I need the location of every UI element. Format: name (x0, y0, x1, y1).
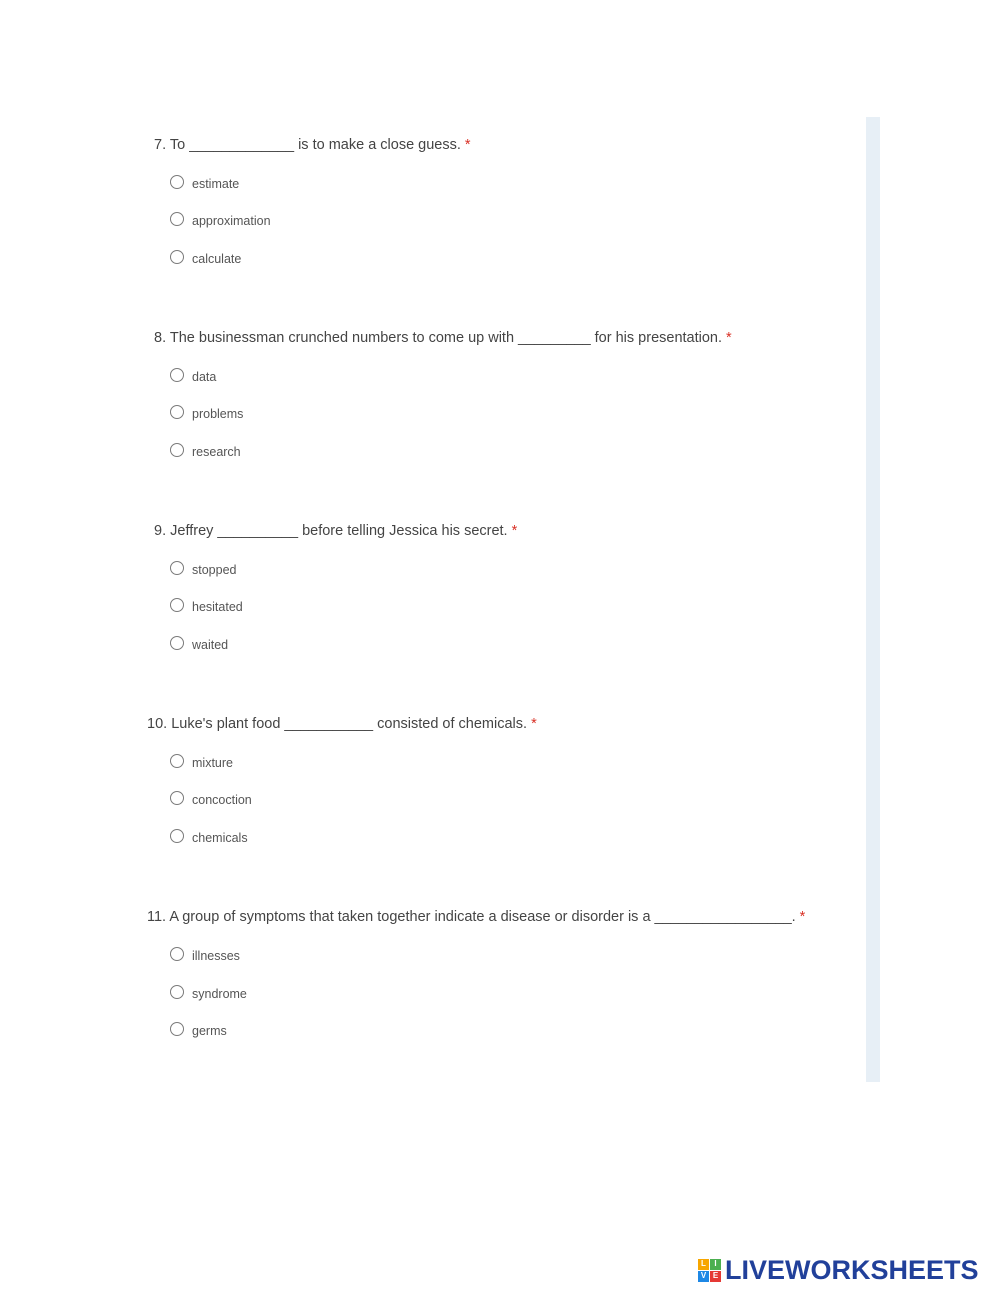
radio-button-icon[interactable] (170, 947, 184, 961)
option-hesitated[interactable] (170, 595, 243, 615)
required-asterisk: * (799, 909, 806, 925)
option-calculate[interactable] (170, 247, 241, 267)
radio-button-icon[interactable] (170, 985, 184, 999)
question-11 (147, 908, 805, 926)
liveworksheets-logo (698, 1255, 979, 1285)
question-number: 8. (154, 330, 167, 346)
question-7-text (154, 136, 471, 154)
radio-button-icon[interactable] (170, 212, 184, 226)
radio-button-icon[interactable] (170, 1022, 184, 1036)
option-label: waited (192, 638, 229, 652)
question-number: 11. (147, 909, 167, 925)
question-10-text (147, 715, 537, 733)
option-label: hesitated (192, 600, 243, 614)
logo-letter: L (698, 1259, 709, 1270)
radio-button-icon[interactable] (170, 443, 184, 457)
option-label: stopped (192, 563, 237, 577)
required-asterisk: * (531, 716, 537, 732)
option-research[interactable] (170, 440, 241, 460)
option-concoction[interactable] (170, 788, 252, 808)
logo-letter: I (710, 1259, 721, 1270)
option-stopped[interactable] (170, 558, 236, 578)
radio-button-icon[interactable] (170, 368, 184, 382)
option-label: calculate (192, 252, 242, 266)
option-label: research (192, 445, 241, 459)
radio-button-icon[interactable] (170, 754, 184, 768)
option-problems[interactable] (170, 402, 243, 422)
required-asterisk: * (511, 523, 518, 539)
option-estimate[interactable] (170, 172, 239, 192)
question-10 (147, 715, 537, 733)
option-label: problems (192, 407, 244, 421)
option-chemicals[interactable] (170, 826, 248, 846)
option-label: germs (192, 1024, 227, 1038)
option-label: syndrome (192, 987, 247, 1001)
question-prompt: To _____________ is to make a close guess. (169, 137, 461, 153)
radio-button-icon[interactable] (170, 791, 184, 805)
option-germs[interactable] (170, 1019, 227, 1039)
radio-button-icon[interactable] (170, 250, 184, 264)
question-9 (154, 522, 517, 540)
question-number: 10. (147, 716, 168, 732)
question-number: 7. (154, 137, 167, 153)
logo-letter: V (698, 1271, 709, 1282)
option-label: concoction (192, 793, 252, 807)
option-label: mixture (192, 756, 233, 770)
radio-button-icon[interactable] (170, 175, 184, 189)
option-illnesses[interactable] (170, 944, 240, 964)
radio-button-icon[interactable] (170, 829, 184, 843)
question-11-text (147, 908, 805, 926)
radio-button-icon[interactable] (170, 405, 184, 419)
question-prompt: A group of symptoms that taken together indicate a disease or disorder is a _________________. (169, 909, 796, 925)
option-approximation[interactable] (170, 209, 271, 229)
radio-button-icon[interactable] (170, 598, 184, 612)
option-syndrome[interactable] (170, 982, 247, 1002)
question-8-text (154, 329, 732, 347)
required-asterisk: * (726, 330, 732, 346)
logo-mark-icon (698, 1259, 721, 1282)
question-prompt: Luke's plant food ___________ consisted of chemicals. (171, 716, 528, 732)
option-label: approximation (192, 214, 271, 228)
question-number: 9. (154, 523, 167, 539)
question-prompt: Jeffrey __________ before telling Jessica his secret. (170, 523, 508, 539)
radio-button-icon[interactable] (170, 636, 184, 650)
question-8 (154, 329, 732, 347)
option-label: estimate (192, 177, 240, 191)
required-asterisk: * (464, 137, 471, 153)
option-mixture[interactable] (170, 751, 233, 771)
option-label: data (192, 370, 217, 384)
option-data[interactable] (170, 365, 216, 385)
option-label: illnesses (192, 949, 240, 963)
side-scrollbar-strip (866, 117, 880, 1082)
option-waited[interactable] (170, 633, 228, 653)
question-prompt: The businessman crunched numbers to come up with _________ for his presentation. (169, 330, 723, 346)
logo-letter: E (710, 1271, 721, 1282)
question-7 (154, 136, 471, 154)
option-label: chemicals (192, 831, 248, 845)
logo-text: LIVEWORKSHEETS (725, 1255, 979, 1285)
question-9-text (154, 522, 517, 540)
radio-button-icon[interactable] (170, 561, 184, 575)
